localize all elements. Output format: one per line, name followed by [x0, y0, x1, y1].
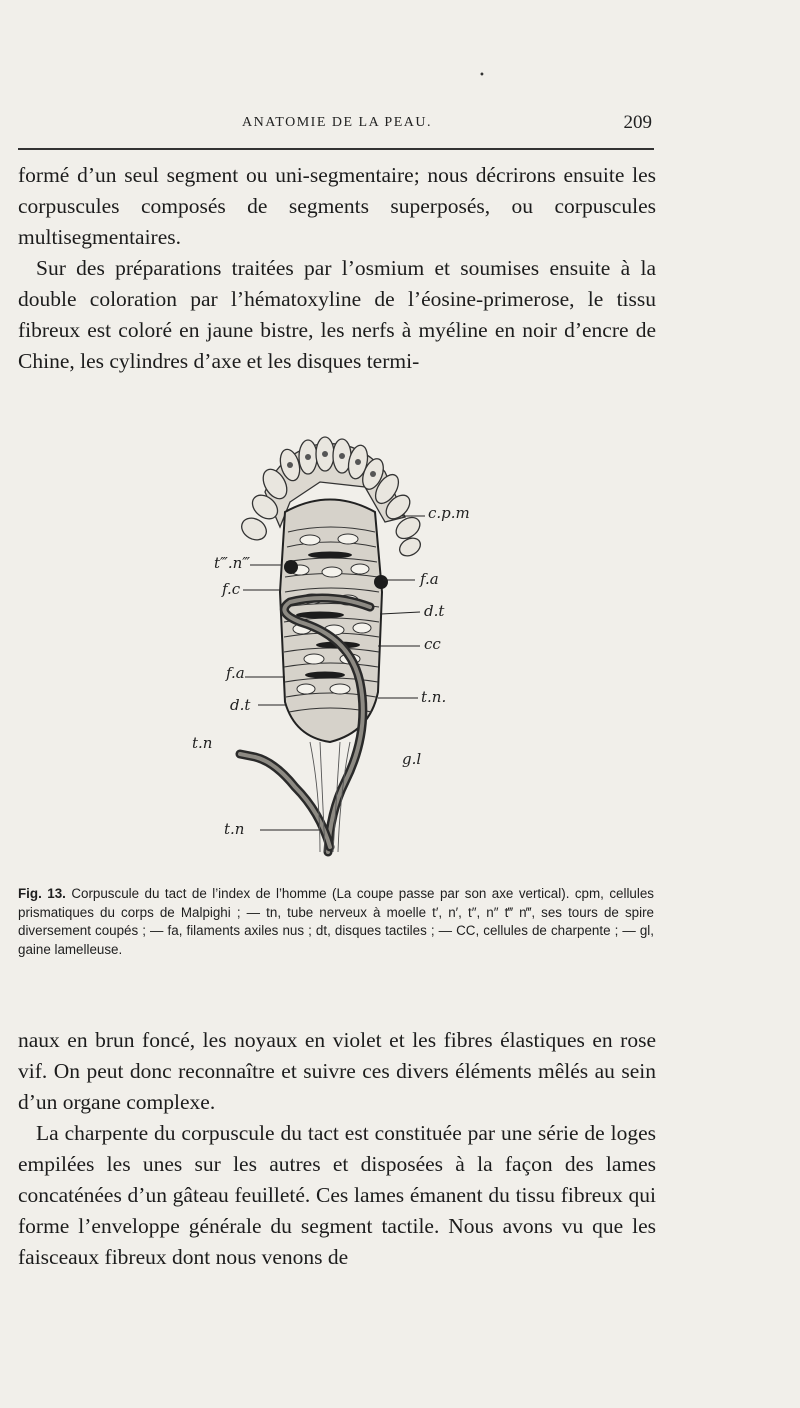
- label-tn-top: t‴.n‴: [214, 554, 251, 572]
- label-tn-bottom: t.n: [224, 820, 245, 838]
- figure-caption: [18, 885, 654, 959]
- corpuscle-illustration: [170, 432, 500, 862]
- label-fc: f.c: [222, 580, 241, 598]
- label-fa-left: f.a: [226, 664, 245, 682]
- label-gl: g.l: [402, 750, 422, 768]
- label-dt-right: d.t: [424, 602, 445, 620]
- label-tn-low: t.n: [192, 734, 213, 752]
- label-fa-right: f.a: [420, 570, 439, 588]
- caption-text: Corpuscule du tact de l’index de l’homme (La coupe passe par son axe vertical). cpm, cellules prismatiques du corps de Malpighi ; — tn, tube nerveux à moelle t′, n′, t″, n″ t‴ n‴, ses tours de spire diversement coupés ; — fa, filaments axiles nus ; dt, disques tactiles ; — CC, cellules de charpente ; — gl, gaine lamelleuse.: [18, 886, 654, 957]
- ornament: •: [479, 70, 485, 81]
- paragraph: naux en brun foncé, les noyaux en violet et les fibres élastiques en rose vif. On peut donc reconnaître et suivre ces divers éléments mêlés au sein d’un organe complexe.: [18, 1028, 656, 1114]
- label-cc: cc: [424, 635, 441, 653]
- figure-tactile-corpuscle: [170, 432, 500, 862]
- running-title: ANATOMIE DE LA PEAU.: [242, 115, 432, 130]
- page-number: 209: [623, 112, 652, 133]
- header-rule: [18, 148, 654, 150]
- label-cpm: c.p.m: [428, 504, 470, 522]
- paragraph: La charpente du corpuscule du tact est constituée par une série de loges empilées les unes sur les autres et disposées à la façon des lames concaténées d’un gâteau feuilleté. Ces lames émanent du tissu fibreux qui forme l’enveloppe générale du segment tactile. Nous avons vu que les faisceaux fibreux dont nous venons de: [18, 1121, 656, 1269]
- text-block-top: [18, 160, 656, 377]
- text-block-bottom: [18, 1025, 656, 1273]
- running-head: [22, 112, 652, 138]
- paragraph: formé d’un seul segment ou uni-segmentaire; nous décrirons ensuite les corpuscules composés de segments superposés, ou corpuscules multisegmentaires.: [18, 163, 656, 249]
- caption-lead: Fig. 13.: [18, 886, 66, 901]
- label-tn-mid: t.n.: [421, 688, 447, 706]
- label-dt-left: d.t: [230, 696, 251, 714]
- paragraph: Sur des préparations traitées par l’osmium et soumises ensuite à la double coloration par l’hématoxyline de l’éosine-primerose, le tissu fibreux est coloré en jaune bistre, les nerfs à myéline en noir d’encre de Chine, les cylindres d’axe et les disques termi-: [18, 256, 656, 373]
